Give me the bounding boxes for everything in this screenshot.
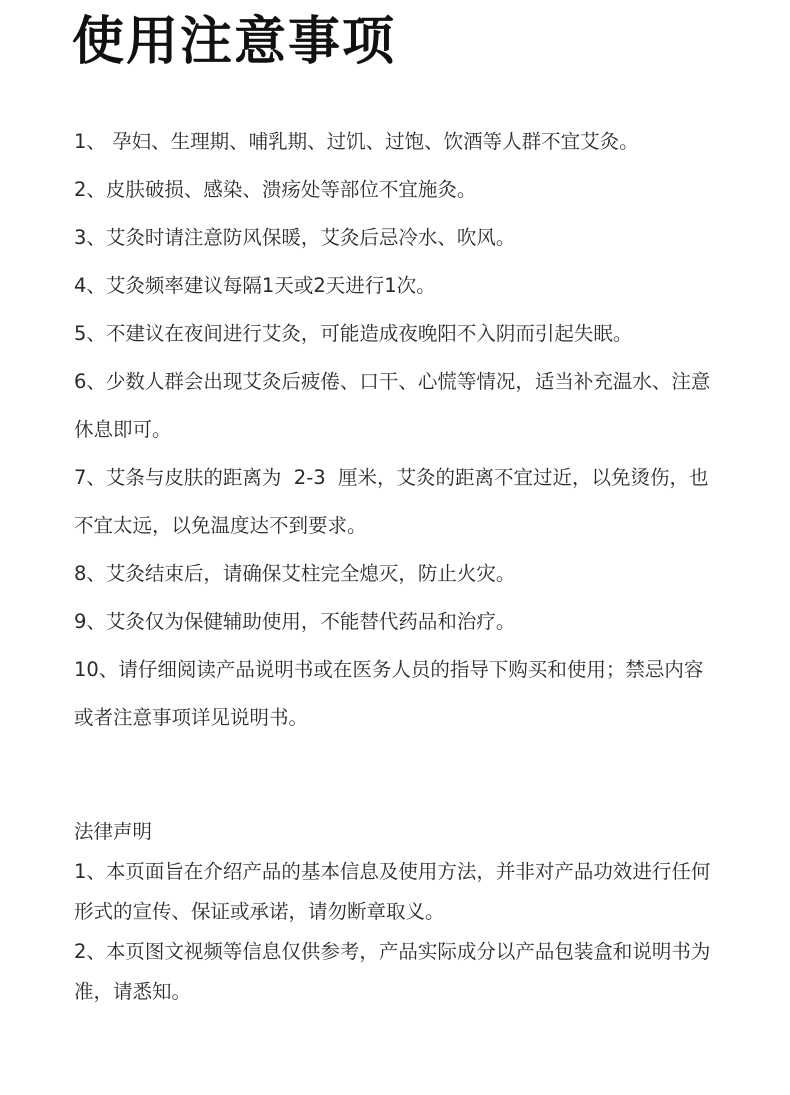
notice-item-1: 1、 孕妇、生理期、哺乳期、过饥、过饱、饮酒等人群不宜艾灸。 bbox=[74, 130, 639, 153]
page-title: 使用注意事项 bbox=[72, 12, 397, 72]
notice-item-2: 2、皮肤破损、感染、溃疡处等部位不宜施灸。 bbox=[74, 178, 477, 201]
notice-list bbox=[74, 118, 714, 742]
notice-item-4: 4、艾灸频率建议每隔1天或2天进行1次。 bbox=[74, 274, 436, 297]
notice-item-9: 9、艾灸仅为保健辅助使用，不能替代药品和治疗。 bbox=[74, 610, 516, 633]
notice-item-5: 5、不建议在夜间进行艾灸，可能造成夜晚阳不入阴而引起失眠。 bbox=[74, 322, 633, 345]
legal-heading: 法律声明 bbox=[74, 820, 153, 843]
notice-item-3: 3、艾灸时请注意防风保暖，艾灸后忌冷水、吹风。 bbox=[74, 226, 516, 249]
notice-item-10: 10、请仔细阅读产品说明书或在医务人员的指导下购买和使用；禁忌内容或者注意事项详见说明书。 bbox=[74, 658, 704, 729]
notice-item-6: 6、少数人群会出现艾灸后疲倦、口干、心慌等情况，适当补充温水、注意休息即可。 bbox=[74, 370, 711, 441]
legal-item-1: 1、本页面旨在介绍产品的基本信息及使用方法，并非对产品功效进行任何形式的宣传、保证或承诺，请勿断章取义。 bbox=[74, 860, 711, 923]
legal-item-2: 2、本页图文视频等信息仅供参考，产品实际成分以产品包装盒和说明书为准，请悉知。 bbox=[74, 940, 711, 1003]
legal-statement bbox=[74, 812, 714, 1012]
notice-item-7: 7、艾条与皮肤的距离为 2-3 厘米，艾灸的距离不宜过近，以免烫伤，也不宜太远，以免温度达不到要求。 bbox=[74, 466, 709, 537]
notice-item-8: 8、艾灸结束后，请确保艾柱完全熄灭，防止火灾。 bbox=[74, 562, 516, 585]
